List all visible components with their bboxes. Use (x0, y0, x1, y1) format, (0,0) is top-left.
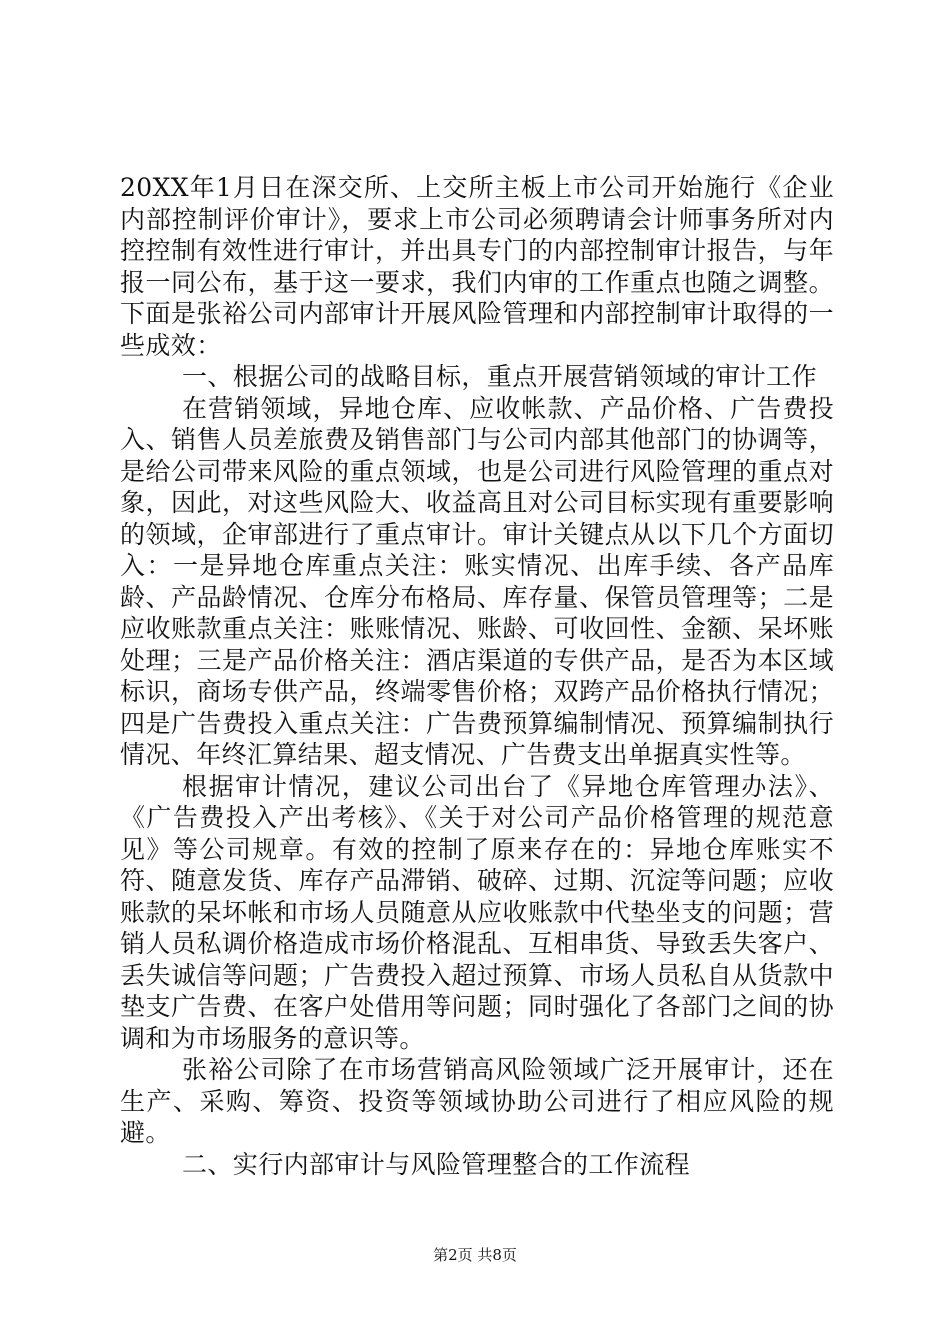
paragraph-marketing-audit: 在营销领域，异地仓库、应收帐款、产品价格、广告费投入、销售人员差旅费及销售部门与公司内部其他部门的协调等，是给公司带来风险的重点领域，也是公司进行风险管理的重点对象，因此，对这些风险大、收益高且对公司目标实现有重要影响的领域，企审部进行了重点审计。审计关键点从以下几个方面切入：一是异地仓库重点关注：账实情况、出库手续、各产品库龄、产品龄情况、仓库分布格局、库存量、保管员管理等；二是应收账款重点关注：账账情况、账龄、可收回性、金额、呆坏账处理；三是产品价格关注：酒店渠道的专供产品，是否为本区域标识，商场专供产品，终端零售价格；双跨产品价格执行情况；四是广告费投入重点关注：广告费预算编制情况、预算编制执行情况、年终汇算结果、超支情况、广告费支出单据真实性等。 (120, 393, 834, 769)
page-footer: 第2页 共8页 (433, 1246, 517, 1264)
paragraph-audit-results: 根据审计情况，建议公司出台了《异地仓库管理办法》、《广告费投入产出考核》、《关于对公司产品价格管理的规范意见》等公司规章。有效的控制了原来存在的：异地仓库账实不符、随意发货、库存产品滞销、破碎、过期、沉淀等问题；应收账款的呆坏帐和市场人员随意从应收账款中代垫坐支的问题；营销人员私调价格造成市场价格混乱、互相串货、导致丢失客户、丢失诚信等问题；广告费投入超过预算、市场人员私自从货款中垫支广告费、在客户处借用等问题；同时强化了各部门之间的协调和为市场服务的意识等。 (120, 771, 834, 1053)
document-body (120, 172, 834, 1180)
section-heading-2: 二、实行内部审计与风险管理整合的工作流程 (182, 1149, 691, 1179)
section-heading-1: 一、根据公司的战略目标，重点开展营销领域的审计工作 (182, 362, 818, 391)
paragraph-intro: 20XX年1月日在深交所、上交所主板上市公司开始施行《企业内部控制评价审计》，要求上市公司必须聘请会计师事务所对内控控制有效性进行审计，并出具专门的内部控制审计报告，与年报一同公布，基于这一要求，我们内审的工作重点也随之调整。下面是张裕公司内部审计开展风险管理和内部控制审计取得的一些成效： (120, 173, 834, 360)
paragraph-other-areas: 张裕公司除了在市场营销高风险领域广泛开展审计，还在生产、采购、筹资、投资等领域协助公司进行了相应风险的规避。 (120, 1055, 834, 1147)
